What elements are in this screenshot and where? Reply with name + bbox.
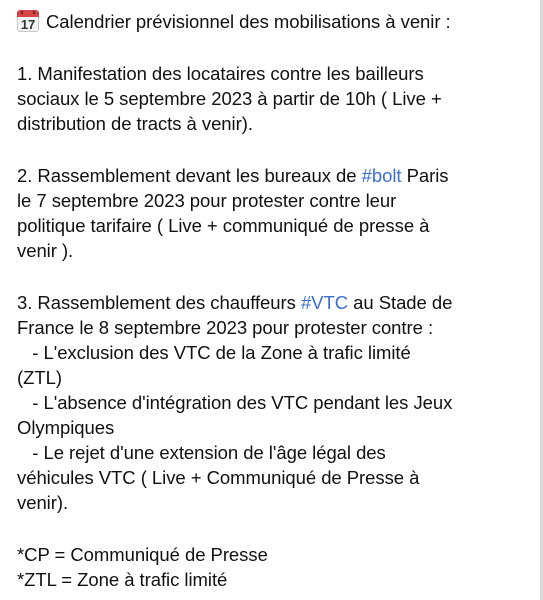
event-3-line-9: venir). <box>17 492 69 513</box>
event-item-3 <box>17 290 529 515</box>
event-3-line-8: véhicules VTC ( Live + Communiqué de Presse à <box>17 467 420 488</box>
footnotes <box>17 542 529 592</box>
event-1-line-2: sociaux le 5 septembre 2023 à partir de 10h ( Live + <box>17 88 442 109</box>
event-item-2 <box>17 163 529 263</box>
event-1-line-3: distribution de tracts à venir). <box>17 113 253 134</box>
event-item-1 <box>17 61 529 136</box>
event-2-line-2: le 7 septembre 2023 pour protester contre leur <box>17 190 397 211</box>
calendar-icon <box>17 10 39 32</box>
event-3-line-2: France le 8 septembre 2023 pour protester contre : <box>17 317 434 338</box>
event-2-line-3: politique tarifaire ( Live + communiqué de presse à <box>17 215 430 236</box>
event-2-line-1 <box>17 163 529 188</box>
footnote-ztl: *ZTL = Zone à trafic limité <box>17 569 228 590</box>
event-3-line-3: - L'exclusion des VTC de la Zone à trafic limité <box>17 342 411 363</box>
spacer <box>17 263 529 290</box>
event-3-text: 3. Rassemblement des chauffeurs <box>17 292 301 313</box>
event-2-text: Paris <box>401 165 449 186</box>
event-2-text: 2. Rassemblement devant les bureaux de <box>17 165 362 186</box>
event-3-text: au Stade de <box>348 292 453 313</box>
event-3-line-5: - L'absence d'intégration des VTC pendant les Jeux <box>17 392 453 413</box>
event-1-line-1: 1. Manifestation des locataires contre les bailleurs <box>17 63 424 84</box>
spacer <box>17 515 529 542</box>
event-3-line-7: - Le rejet d'une extension de l'âge légal des <box>17 442 386 463</box>
event-3-line-1 <box>17 290 529 315</box>
footnote-cp: *CP = Communiqué de Presse <box>17 544 268 565</box>
post-title-line <box>17 9 529 34</box>
post-title: Calendrier prévisionnel des mobilisations à venir : <box>46 11 451 32</box>
hashtag-link-bolt[interactable]: #bolt <box>361 165 402 186</box>
spacer <box>17 136 529 163</box>
event-2-line-4: venir ). <box>17 240 74 261</box>
event-3-line-6: Olympiques <box>17 417 115 438</box>
event-3-line-4: (ZTL) <box>17 367 62 388</box>
calendar-icon-day: 17 <box>20 17 36 32</box>
spacer <box>17 34 529 61</box>
calendar-icon-rings <box>21 11 35 14</box>
hashtag-link-vtc[interactable]: #VTC <box>300 292 349 313</box>
